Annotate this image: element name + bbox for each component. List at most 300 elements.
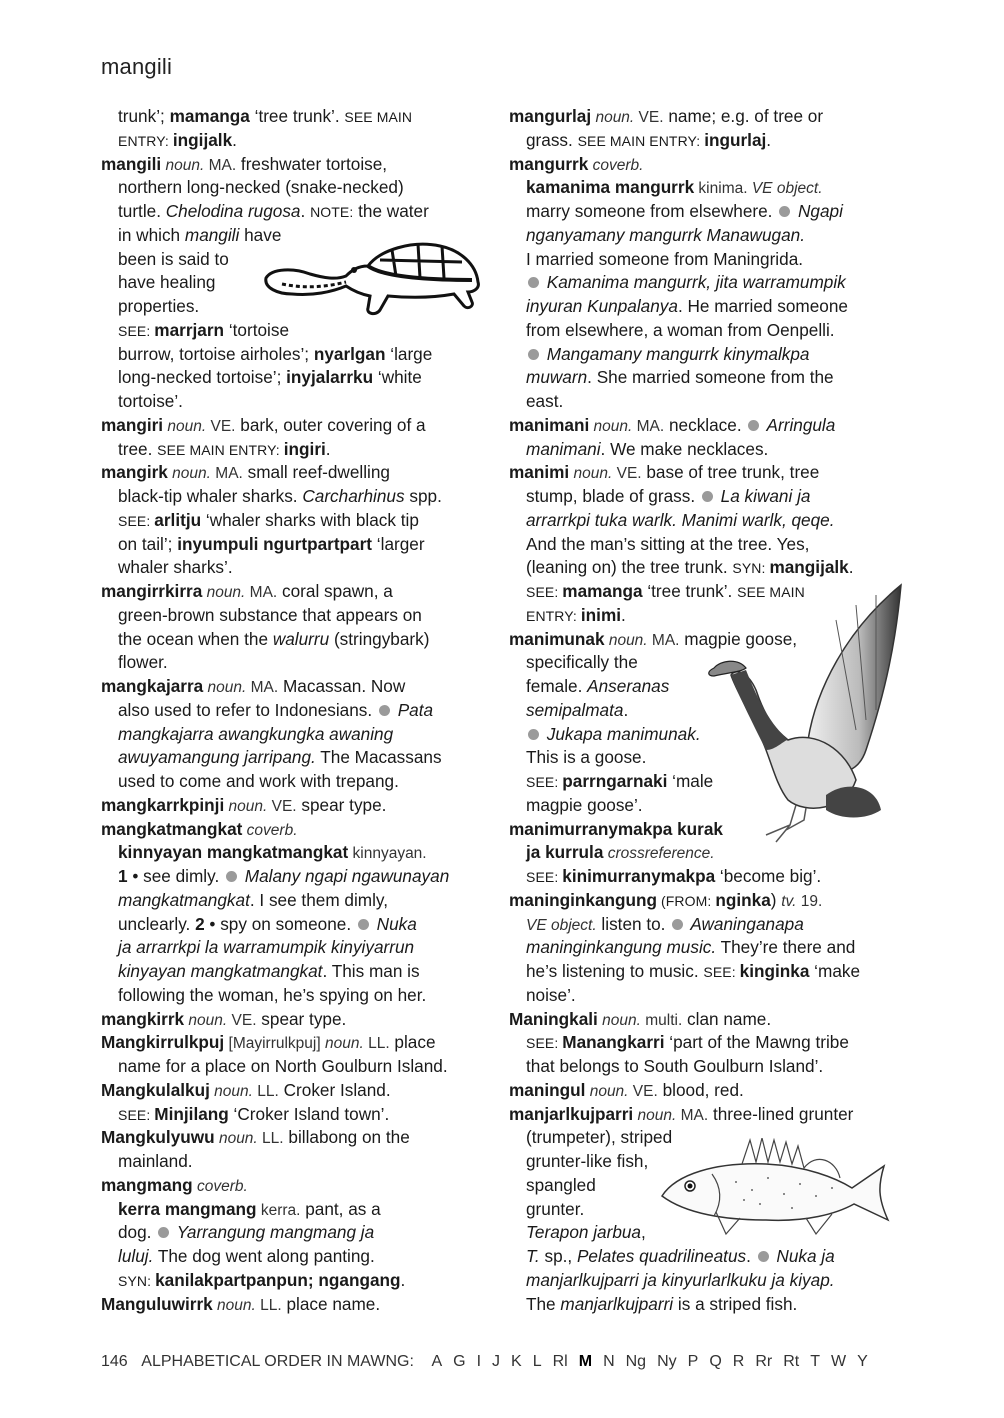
grammar-label: LL. xyxy=(255,1296,282,1314)
grammar-label: coverb. xyxy=(192,1177,248,1195)
entry-continuation-line xyxy=(101,438,486,462)
definition-text: (leaning on) the tree trunk. xyxy=(526,557,733,578)
definition-text: . He married someone xyxy=(677,296,848,316)
grammar-label: noun. xyxy=(203,679,247,696)
definition-text: name for a place on North Goulburn Island. xyxy=(118,1056,448,1076)
entry-continuation-line xyxy=(509,176,899,200)
headword: kanilakpartpanpun; ngangang xyxy=(155,1269,401,1290)
entry-continuation-line xyxy=(101,746,486,770)
entry-headword-line xyxy=(509,1008,899,1032)
definition-text: ‘Croker Island town’. xyxy=(228,1103,390,1124)
entry-continuation-line xyxy=(101,390,486,414)
example-text: mangkajarra awangkungka awaning xyxy=(118,723,394,744)
grammar-label: coverb. xyxy=(242,821,298,839)
grammar-label: coverb. xyxy=(588,156,644,174)
grammar-label: noun. xyxy=(184,1011,228,1029)
entry-continuation-line xyxy=(101,1103,486,1127)
alphabet-letter-ng: Ng xyxy=(625,1353,647,1370)
entry-continuation-line xyxy=(101,936,486,960)
example-text: manjarlkujparri ja kinyurlarlkuku ja kiyap. xyxy=(526,1269,835,1290)
cross-ref-label: SEE: xyxy=(703,964,740,980)
grammar-label: [Mayirrulkpuj] xyxy=(224,1035,321,1053)
example-bullet-icon xyxy=(379,705,390,716)
headword: manjarlkujparri xyxy=(509,1103,634,1124)
example-bullet-icon xyxy=(758,1251,769,1262)
definition-text: ‘whaler sharks with black tip xyxy=(201,509,419,530)
headword: ja kurrula xyxy=(526,842,604,863)
grammar-label: noun. xyxy=(589,417,633,435)
headword: nyarlgan xyxy=(313,343,386,364)
magpie-goose-illustration xyxy=(696,580,906,845)
entry-continuation-line xyxy=(101,1221,486,1245)
headword: mangkarrkpinji xyxy=(101,794,225,815)
entry-continuation-line xyxy=(509,1055,899,1079)
example-bullet-icon xyxy=(528,729,539,740)
cross-ref-label: SEE: xyxy=(118,512,155,529)
example-text: ja arrarrkpi la warramumpik kinyiyarrun xyxy=(118,937,415,958)
example-text: arrarrkpi tuka warlk. Manimi warlk, qeqe. xyxy=(526,509,835,530)
example-bullet-icon xyxy=(748,420,759,431)
headword: manimunak xyxy=(509,628,605,649)
entry-continuation-line xyxy=(101,841,486,865)
example-text: Nuka xyxy=(371,913,417,934)
definition-text: ‘white xyxy=(373,367,422,388)
cross-ref-label: SEE: xyxy=(118,322,155,339)
definition-text: ‘male xyxy=(667,771,714,791)
example-text: inyuran Kunpalanya xyxy=(526,296,678,316)
entry-continuation-line xyxy=(509,1245,899,1269)
entry-continuation-line xyxy=(101,176,486,200)
definition-text: mainland. xyxy=(118,1151,193,1171)
definition-text: necklace. xyxy=(664,414,747,435)
definition-text: bark, outer covering of a xyxy=(235,414,426,435)
example-text: Malany ngapi ngawunayan xyxy=(240,866,450,886)
headword: kerra mangmang xyxy=(118,1198,257,1219)
definition-text: have healing xyxy=(118,272,216,293)
definition-text: freshwater tortoise, xyxy=(236,153,388,174)
example-text: maninginkangung music. xyxy=(526,937,717,958)
definition-text: also used to refer to Indonesians. xyxy=(118,699,377,720)
example-text: awuyamangung jarripang. xyxy=(118,747,316,768)
entry-continuation-line xyxy=(101,129,486,153)
example-text: manjarlkujparri xyxy=(560,1293,674,1314)
definition-text: spear type. xyxy=(256,1008,347,1029)
headword: kinimurranymakpa xyxy=(562,866,716,886)
definition-text: grunter. xyxy=(526,1198,585,1219)
headword: kamanima mangurrk xyxy=(526,177,695,198)
definition-text: three-lined grunter xyxy=(708,1103,854,1124)
definition-text: ‘tortoise xyxy=(224,319,290,340)
example-text: Ngapi xyxy=(793,201,843,221)
entry-continuation-line xyxy=(509,129,899,153)
definition-text: turtle. xyxy=(118,201,166,221)
entry-continuation-line xyxy=(509,390,899,414)
definition-text: ‘large xyxy=(385,343,433,364)
headword: Mangkirrulkpuj xyxy=(101,1032,225,1053)
entry-headword-line xyxy=(101,153,486,177)
example-text: nganyamany mangurrk Manawugan. xyxy=(526,224,805,245)
definition-text: have xyxy=(239,224,282,245)
grammar-label: MA. xyxy=(647,631,680,649)
headword: manimi xyxy=(509,462,570,483)
example-text: muwarn xyxy=(526,367,588,388)
headword: 2 xyxy=(195,913,205,934)
entry-headword-line xyxy=(101,414,486,438)
grammar-label: VE object. xyxy=(751,180,823,198)
alphabet-index xyxy=(431,1353,878,1370)
example-text: manimani xyxy=(526,438,601,459)
headword: kinnyayan mangkatmangkat xyxy=(118,842,349,863)
alphabet-letter-m: M xyxy=(578,1353,593,1370)
entry-headword-line xyxy=(101,1079,486,1103)
headword: arlitju xyxy=(154,509,202,530)
example-bullet-icon xyxy=(226,871,237,882)
cross-ref-label: SEE: xyxy=(526,584,563,600)
cross-ref-label: ENTRY: xyxy=(118,132,173,149)
definition-text: he’s listening to music. xyxy=(526,961,704,981)
headword: Maningkali xyxy=(509,1008,598,1029)
definition-text: female. xyxy=(526,676,588,696)
definition-text: flower. xyxy=(118,652,168,673)
entry-headword-line xyxy=(101,1031,486,1055)
entry-headword-line xyxy=(509,889,899,913)
alphabet-letter-r: R xyxy=(732,1353,745,1370)
entry-continuation-line xyxy=(101,723,486,747)
cross-ref-label: NOTE: xyxy=(310,204,354,220)
definition-text: in which xyxy=(118,224,185,245)
grammar-label: multi. xyxy=(640,1011,683,1029)
definition-text: . xyxy=(232,129,237,150)
example-text: T. xyxy=(526,1246,540,1266)
definition-text: east. xyxy=(526,391,564,411)
example-text: mangili xyxy=(184,224,240,245)
definition-text: ‘become big’. xyxy=(715,866,822,886)
headword: mangurlaj xyxy=(509,106,592,126)
definition-text: burrow, tortoise airholes’; xyxy=(118,343,314,364)
definition-text: . xyxy=(848,557,854,578)
entry-headword-line xyxy=(101,1293,486,1317)
running-head: mangili xyxy=(101,54,173,79)
entry-continuation-line xyxy=(509,913,899,937)
definition-text: (trumpeter), striped xyxy=(526,1127,673,1148)
entry-headword-line xyxy=(101,1008,486,1032)
definition-text: • see dimly. xyxy=(127,866,224,886)
cross-ref-label: SYN: xyxy=(118,1272,156,1289)
definition-text: stump, blade of grass. xyxy=(526,486,700,506)
headword: mangili xyxy=(101,153,162,174)
alphabet-letter-rr: Rr xyxy=(755,1353,773,1370)
entry-continuation-line xyxy=(101,343,486,367)
grammar-label: noun. xyxy=(202,584,246,601)
entry-continuation-line xyxy=(101,699,486,723)
entry-continuation-line xyxy=(101,319,486,343)
definition-text: green-brown substance that appears on xyxy=(118,604,422,625)
grammar-label: VE. xyxy=(634,109,664,126)
headword: manimani xyxy=(509,414,590,435)
example-text: Chelodina rugosa xyxy=(165,201,301,221)
entry-continuation-line xyxy=(509,936,899,960)
entry-continuation-line xyxy=(509,343,899,367)
entry-continuation-line xyxy=(101,1198,486,1222)
entry-continuation-line xyxy=(101,770,486,794)
entry-continuation-line xyxy=(509,224,899,248)
definition-text: They’re there and xyxy=(716,937,856,958)
headword: inimi xyxy=(580,604,622,625)
definition-text: . She married someone from the xyxy=(587,367,834,388)
grammar-label: noun. xyxy=(224,797,268,815)
headword: mangiri xyxy=(101,414,164,435)
alphabet-label: ALPHABETICAL ORDER IN MAWNG: xyxy=(141,1353,414,1370)
alphabet-letter-a: A xyxy=(431,1353,443,1370)
example-text: Jukapa manimunak. xyxy=(542,723,701,744)
grammar-label: noun. xyxy=(320,1035,364,1053)
entry-continuation-line xyxy=(509,960,899,984)
entry-headword-line xyxy=(509,414,899,438)
entry-continuation-line xyxy=(101,533,486,557)
definition-text: clan name. xyxy=(682,1008,772,1029)
entry-continuation-line xyxy=(101,1055,486,1079)
grammar-label: noun. xyxy=(604,631,648,649)
example-text: luluj. xyxy=(118,1246,154,1266)
example-bullet-icon xyxy=(528,277,539,288)
grammar-label: noun. xyxy=(209,1082,253,1100)
definition-text: sp., xyxy=(539,1246,577,1266)
entry-continuation-line xyxy=(101,984,486,1008)
headword: mangijalk xyxy=(769,557,849,578)
definition-text: been is said to xyxy=(118,248,229,269)
entry-headword-line xyxy=(101,580,486,604)
entry-continuation-line xyxy=(101,556,486,580)
headword: ingurlaj xyxy=(704,129,767,150)
example-text: Mangamany mangurrk kinymalkpa xyxy=(542,343,810,364)
example-text: Pata xyxy=(392,699,434,720)
alphabet-letter-i: I xyxy=(476,1353,482,1370)
entry-continuation-line xyxy=(509,248,899,272)
definition-text: spangled xyxy=(526,1174,596,1195)
grammar-label: noun. xyxy=(585,1082,629,1100)
grammar-label: LL. xyxy=(363,1035,390,1053)
definition-text: . xyxy=(325,438,331,459)
entry-continuation-line xyxy=(101,366,486,390)
definition-text: Macassan. Now xyxy=(278,676,406,696)
grammar-label: VE. xyxy=(612,465,642,483)
grammar-label: MA. xyxy=(246,679,279,696)
grammar-label: noun. xyxy=(167,465,211,483)
definition-text: . xyxy=(766,129,772,150)
entry-continuation-line xyxy=(101,913,486,937)
headword: inyjalarrku xyxy=(286,367,374,388)
definition-text: small reef-dwelling xyxy=(242,462,390,483)
entry-continuation-line xyxy=(101,105,486,129)
example-text: kinyayan mangkatmangkat xyxy=(118,961,323,981)
grammar-label: noun. xyxy=(161,156,205,174)
entry-continuation-line xyxy=(101,509,486,533)
grammar-label: noun. xyxy=(212,1296,256,1314)
grammar-label: MA. xyxy=(210,465,243,483)
definition-text: northern long-necked (snake-necked) xyxy=(118,177,404,198)
entry-continuation-line xyxy=(509,1293,899,1317)
headword: manimurranymakpa kurak xyxy=(509,818,723,839)
definition-text: . This man is xyxy=(322,961,420,981)
headword: mangirrkirra xyxy=(101,581,203,601)
headword: inyumpuli ngurtpartpart xyxy=(177,533,373,554)
cross-ref-label: SEE: xyxy=(526,869,563,885)
entry-continuation-line xyxy=(101,200,486,224)
definition-text: the water xyxy=(353,201,429,221)
example-text: Terapon jarbua xyxy=(526,1222,641,1243)
definition-text: properties. xyxy=(118,296,200,316)
definition-text: (stringybark) xyxy=(329,628,430,649)
headword: 1 xyxy=(118,866,128,886)
entry-continuation-line xyxy=(509,509,899,533)
alphabet-letter-p: P xyxy=(687,1353,699,1370)
grammar-label: noun. xyxy=(597,1011,641,1029)
entry-headword-line xyxy=(101,675,486,699)
definition-text: place xyxy=(389,1032,436,1053)
grammar-label: noun. xyxy=(214,1130,258,1148)
example-text: Yarrangung mangmang ja xyxy=(172,1222,375,1243)
definition-text: The dog went along panting. xyxy=(153,1246,375,1266)
example-text: Arringula xyxy=(762,414,836,435)
definition-text: grass. xyxy=(526,129,578,150)
alphabet-letter-rl: Rl xyxy=(552,1353,568,1370)
definition-text: ‘tree trunk’. xyxy=(249,106,345,126)
entry-headword-line xyxy=(101,1174,486,1198)
example-text: Awaninganapa xyxy=(686,913,804,934)
entry-continuation-line xyxy=(509,295,899,319)
example-text: Kamanima mangurrk, jita warramumpik xyxy=(542,272,846,293)
headword: Mangkulyuwu xyxy=(101,1127,215,1148)
grammar-label: noun. xyxy=(569,465,613,483)
entry-continuation-line xyxy=(509,485,899,509)
grammar-label: VE. xyxy=(628,1082,658,1100)
entry-continuation-line xyxy=(509,533,899,557)
alphabet-letter-n: N xyxy=(603,1353,615,1370)
turtle-illustration xyxy=(262,236,484,318)
definition-text: on tail’; xyxy=(118,533,178,554)
page-footer xyxy=(101,1353,890,1371)
grammar-label: kerra. xyxy=(256,1201,301,1219)
entry-continuation-line xyxy=(101,604,486,628)
headword: Mangkulalkuj xyxy=(101,1079,210,1100)
definition-text: This is a goose. xyxy=(526,747,647,768)
definition-text: The xyxy=(526,1293,561,1314)
cross-ref-label: SEE MAIN xyxy=(344,109,413,125)
grammar-label: noun. xyxy=(163,417,207,435)
alphabet-letter-l: L xyxy=(532,1353,542,1370)
definition-text: . xyxy=(623,699,629,720)
definition-text: specifically the xyxy=(526,652,638,673)
example-bullet-icon xyxy=(702,491,713,502)
definition-text: whaler sharks’. xyxy=(118,557,233,578)
grammar-label: LL. xyxy=(252,1082,279,1100)
cross-ref-label: ENTRY: xyxy=(526,607,581,624)
cross-ref-label: SYN: xyxy=(732,560,770,577)
entry-headword-line xyxy=(509,1103,899,1127)
headword: mangkajarra xyxy=(101,676,204,696)
definition-text: , xyxy=(641,1222,646,1243)
entry-headword-line xyxy=(101,818,486,842)
entry-headword-line xyxy=(101,794,486,818)
definition-text: spear type. xyxy=(296,794,387,815)
definition-text: tree. xyxy=(118,438,158,459)
entry-headword-line xyxy=(509,153,899,177)
definition-text: • spy on someone. xyxy=(204,913,356,934)
definition-text: pant, as a xyxy=(300,1198,381,1219)
cross-ref-label: SEE MAIN ENTRY: xyxy=(577,132,705,149)
grammar-label: 19. xyxy=(796,892,823,910)
definition-text: is a striped fish. xyxy=(673,1293,798,1314)
grammar-label: tv. xyxy=(781,892,797,910)
entry-continuation-line xyxy=(509,319,899,343)
cross-ref-label: SEE: xyxy=(118,1106,155,1123)
headword: Manguluwirrk xyxy=(101,1293,213,1314)
entry-headword-line xyxy=(509,461,899,485)
definition-text: dog. xyxy=(118,1222,157,1243)
example-text: mangkatmangkat xyxy=(118,889,250,910)
alphabet-letter-ny: Ny xyxy=(657,1353,677,1370)
example-text: La kiwani ja xyxy=(715,486,811,506)
example-text: Carcharhinus xyxy=(302,486,405,506)
definition-text: marry someone from elsewhere. xyxy=(526,201,778,221)
example-bullet-icon xyxy=(672,919,683,930)
definition-text: ‘tree trunk’. xyxy=(642,581,738,601)
grammar-label: VE. xyxy=(267,797,297,815)
alphabet-letter-j: J xyxy=(492,1353,501,1370)
definition-text: And the man’s sitting at the tree. Yes, xyxy=(526,533,810,554)
headword: mangurrk xyxy=(509,153,589,174)
alphabet-letter-rt: Rt xyxy=(783,1353,800,1370)
headword: nginka xyxy=(715,889,771,910)
headword: maningul xyxy=(509,1079,586,1100)
headword: ingiri xyxy=(283,438,326,459)
grammar-label: MA. xyxy=(676,1106,709,1124)
definition-text: blood, red. xyxy=(657,1079,744,1100)
definition-text: magpie goose’. xyxy=(526,794,643,815)
definition-text: used to come and work with trepang. xyxy=(118,771,399,791)
definition-text: grunter-like fish, xyxy=(526,1151,649,1171)
cross-ref-label: SEE: xyxy=(526,774,563,790)
entry-continuation-line xyxy=(101,889,486,913)
grammar-label: VE. xyxy=(206,417,236,435)
entry-headword-line xyxy=(101,1126,486,1150)
headword: mamanga xyxy=(562,581,643,601)
definition-text: listen to. xyxy=(596,913,671,934)
headword: maninginkangung xyxy=(509,889,657,910)
entry-continuation-line xyxy=(101,628,486,652)
definition-text: The Macassans xyxy=(315,747,442,768)
headword: Minjilang xyxy=(154,1103,229,1124)
example-bullet-icon xyxy=(158,1227,169,1238)
grunter-fish-illustration xyxy=(656,1138,896,1238)
headword: mangkatmangkat xyxy=(101,818,243,839)
definition-text: . xyxy=(300,201,311,221)
entry-continuation-line xyxy=(509,271,899,295)
cross-ref-label: (FROM: xyxy=(657,892,716,909)
entry-continuation-line xyxy=(101,960,486,984)
entry-continuation-line xyxy=(509,984,899,1008)
cross-ref-label: SEE MAIN ENTRY: xyxy=(157,441,284,458)
entry-continuation-line xyxy=(101,485,486,509)
headword: mamanga xyxy=(169,106,250,126)
entry-continuation-line xyxy=(509,1031,899,1055)
entry-continuation-line xyxy=(509,200,899,224)
definition-text: noise’. xyxy=(526,984,576,1005)
definition-text: ‘make xyxy=(809,961,861,981)
definition-text: spp. xyxy=(404,486,442,506)
definition-text: base of tree trunk, tree xyxy=(641,462,820,483)
entry-continuation-line xyxy=(509,366,899,390)
